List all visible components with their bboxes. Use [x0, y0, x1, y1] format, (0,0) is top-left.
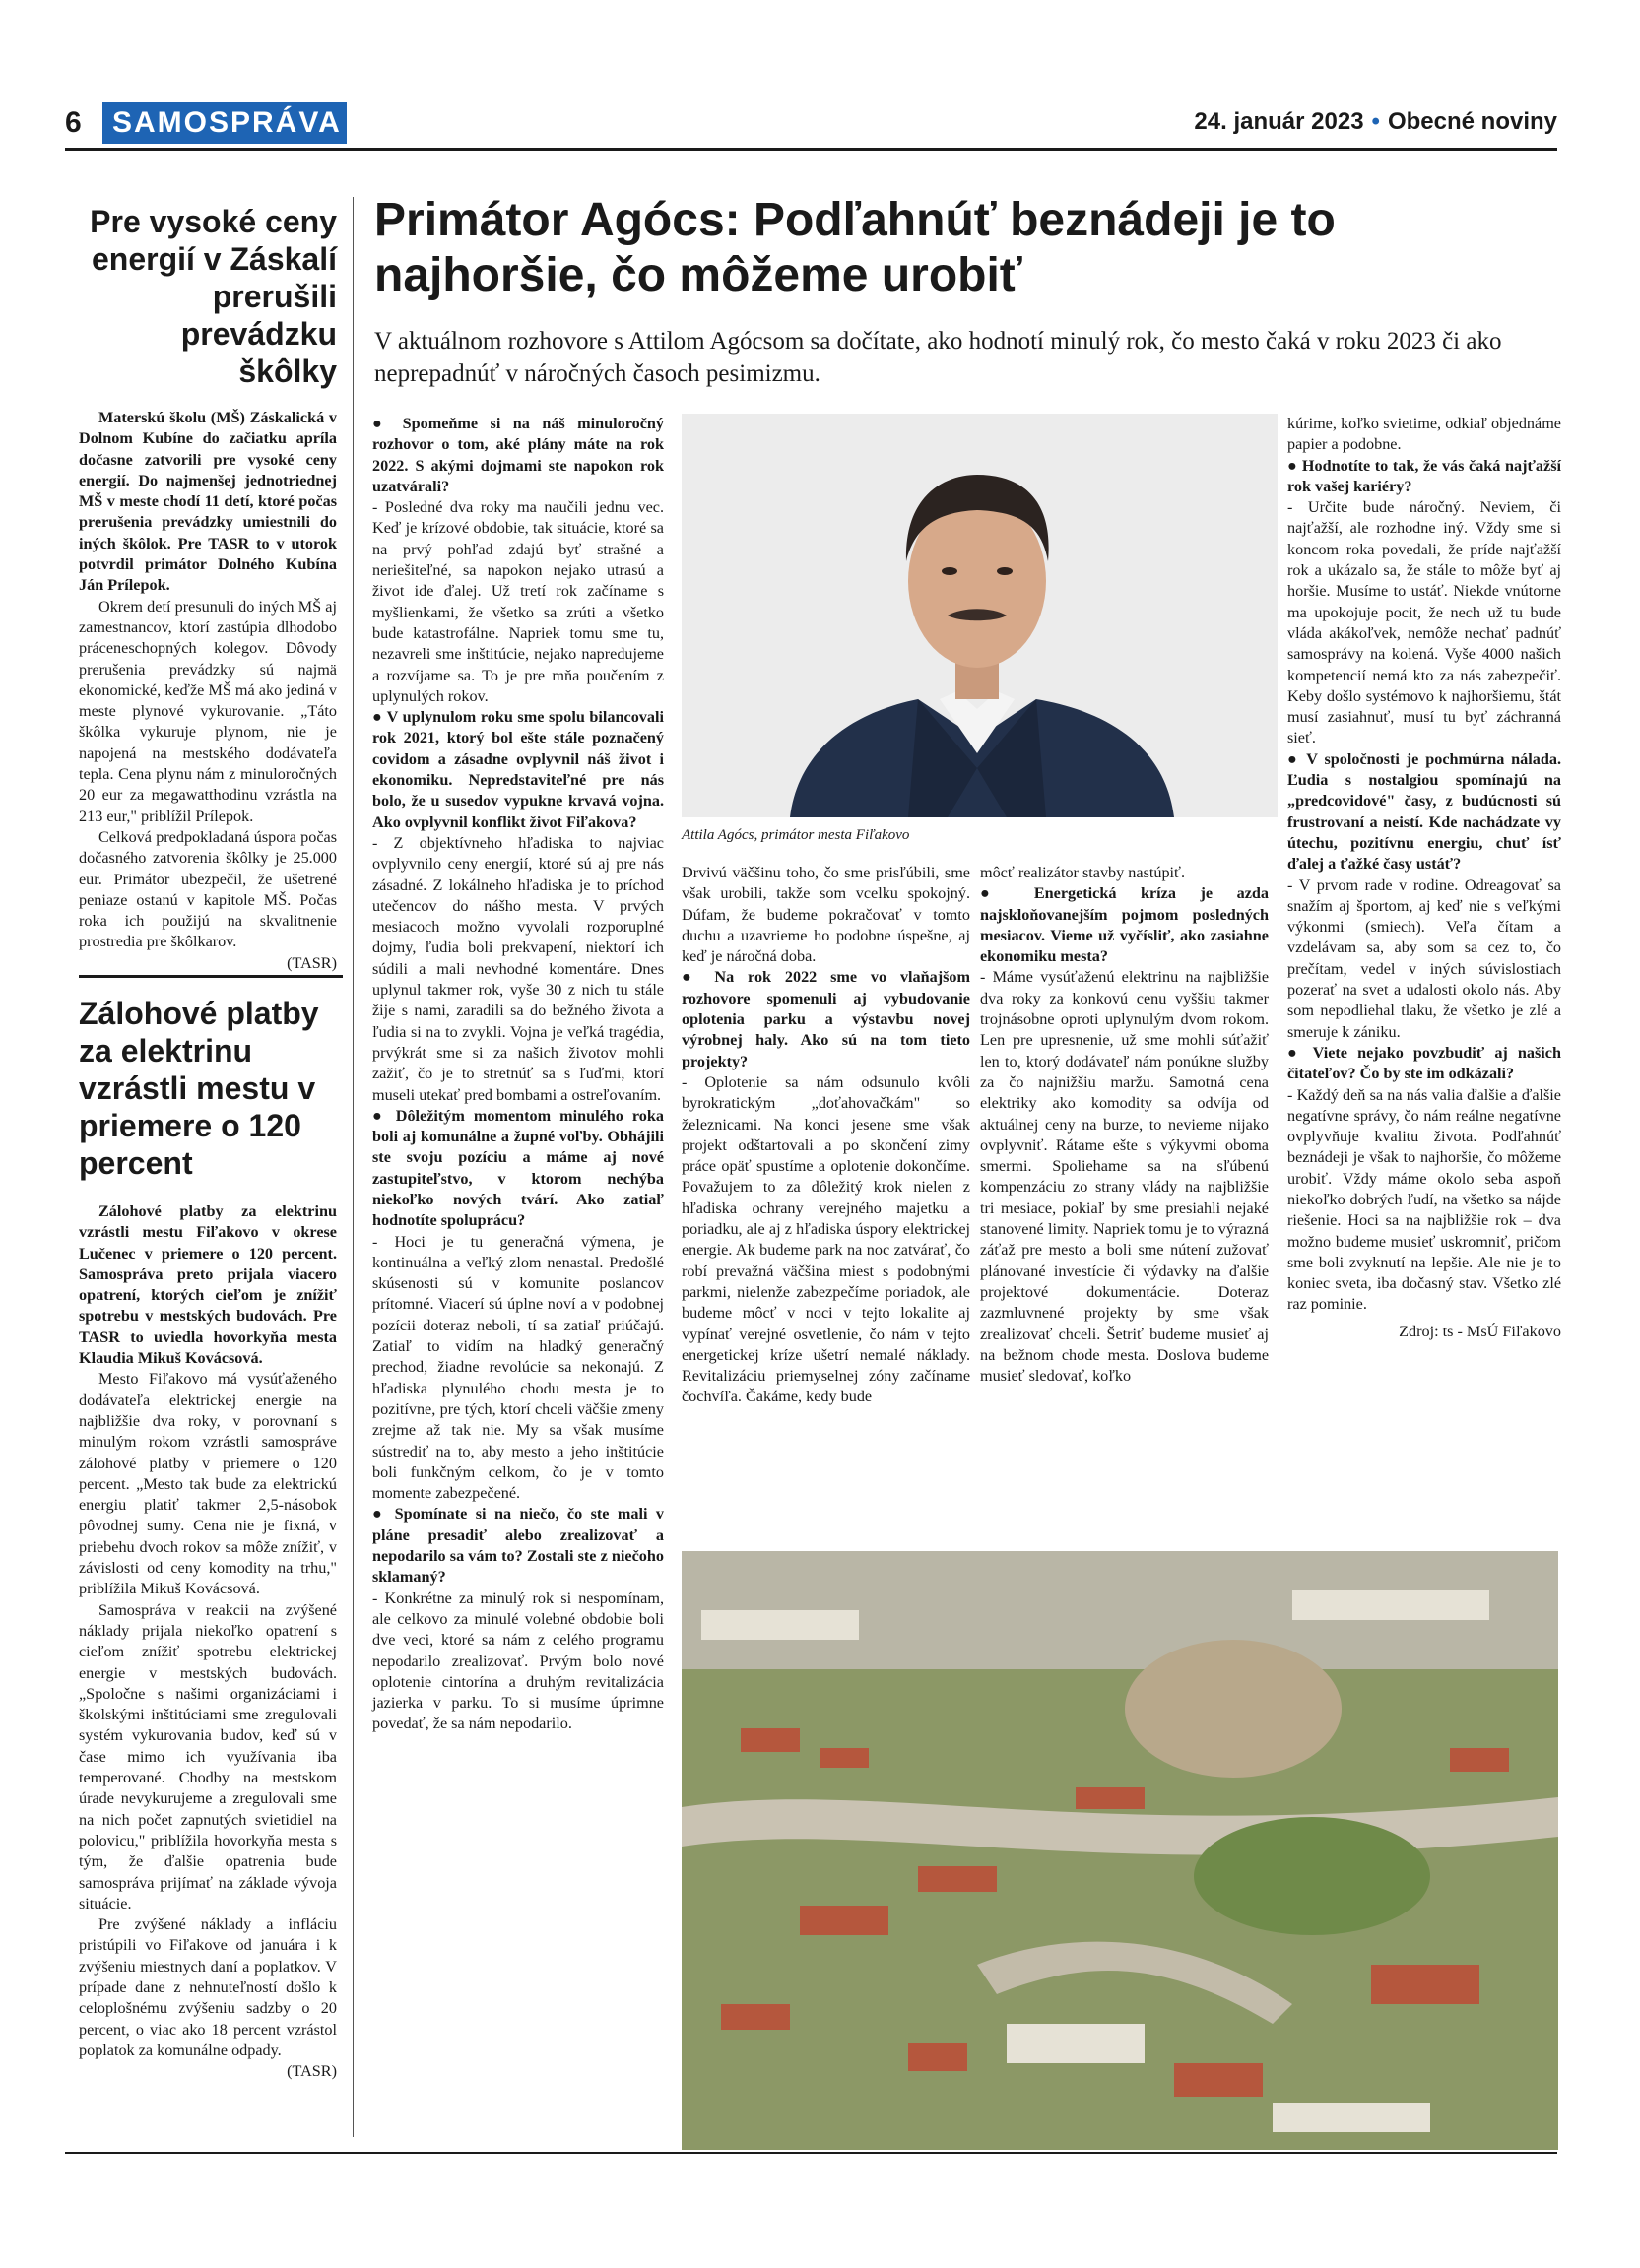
interview-question: ● Hodnotíte to tak, že vás čaká najťažší rok vašej kariéry?	[1287, 456, 1561, 498]
side-article-2-paragraph: Samospráva v reakcii na zvýšené náklady prijala niekoľko opatrení s cieľom znížiť spotrebu elektrickej energie v mestských budovách. „Spoločne s našimi organizáciami i školskými inštitúciami sme zregulovali systém vykurovania budov, keď sú v čase mimo ich využívania iba temperované. Chodby na mestskom úrade nevykurujeme a zregulovali sme na nich počet zapnutých svietidiel na polovicu," priblížila hovorkyňa mesta s tým, že ďalšie opatrenia bude samospráva prijímať na základe vývoja situácie.	[79, 1600, 337, 1912]
side-article-2-body	[79, 1201, 337, 2082]
issue-date: 24. január 2023	[1194, 108, 1364, 135]
interview-answer: - Z objektívneho hľadiska to najviac ovplyvnilo ceny energií, ktoré sú aj pre nás zásadné. Z lokálneho hľadiska je to príchod utečencov do nášho mesta. V prvých mesiacoch možno vyvolali rozporuplné dojmy, ľudia boli prekvapení, niektorí ich súdili a mali nevhodné komentáre. Dnes uplynul takmer rok, vyše 30 z nich tu stále žije s nami, zaradili sa do bežného života a ľudia si na to zvykli. Vojna je veľká tragédia, prvýkrát sme si za našich životov mohli zažiť, čo je to stretnúť sa s ľuďmi, ktorí museli utekať pred bombami a ostreľovaním.	[372, 833, 664, 1104]
interview-column-2	[682, 863, 970, 1408]
mayor-portrait-photo	[682, 414, 1278, 817]
photo-caption: Attila Agócs, primátor mesta Fiľakovo	[682, 827, 910, 843]
side-article-2-paragraph: Pre zvýšené náklady a infláciu pristúpili vo Fiľakove od januára i k zvýšeniu miestnych daní a poplatkov. V prípade dane z nehnuteľností došlo k celoplošnému zvýšeniu sadzby o 20 percent, o viac ako 18 percent vzrástol poplatok za komunálne odpady.	[79, 1915, 337, 2059]
interview-answer: kúrime, koľko svietime, odkiaľ objednáme papier a podobne.	[1287, 415, 1561, 454]
interview-source: Zdroj: ts - MsÚ Fiľakovo	[1399, 1322, 1561, 1340]
interview-answer: - V prvom rade v rodine. Odreagovať sa snažím aj športom, aj keď nie s veľkými výkonmi (smiech). Veľa čítam a vzdelávam sa, aby som sa cez to, čo prečítam, vedel v iných súvislostiach pozerať na svet a udalosti okolo nás. Aby som nepodliehal tlaku, že všetko je zlé a smeruje k zániku.	[1287, 875, 1561, 1041]
interview-question: ● V uplynulom roku sme spolu bilancovali rok 2021, ktorý bol ešte stále poznačený covidom a zásadne ovplyvnil náš život i ekonomiku. Nepredstaviteľné pre nás bolo, že u susedov vypukne krvavá vojna. Ako ovplyvnil konflikt život Fiľakova?	[372, 707, 664, 833]
interview-answer: - Hoci je tu generačná výmena, je kontinuálna a veľký zlom nenastal. Predošlé skúsenosti sú v komunite poslancov prítomné. Viacerí sú úplne noví a v podobnej pozícii doteraz neboli, tí sa zatiaľ priúčajú. Zatiaľ to vidím na hladký generačný prechod, žiadne revolúcie sa nekonajú. Z hľadiska plynulého chodu mesta je to pozitívne, pre tých, ktorí chceli väčšie zmeny zrejme až tak nie. My sa však musíme sústrediť na to, aby mesto a jeho inštitúcie boli funkčným celkom, čo je v tomto momente zabezpečené.	[372, 1232, 664, 1503]
interview-answer: - Máme vysúťaženú elektrinu na najbližšie dva roky za konkovú cenu vyššiu takmer trojnásobne oproti uplynulým dvom rokom. Len pre upresnenie, už sme mohli súťažiť len to, ktorý dodávateľ nám ponúkne služby za čo najnižšiu maržu. Samotná cena elektriky ako komodity sa odvíja od aktuálnej ceny na burze, to nevieme nijako ovplyvniť. Rátame ešte s výkyvmi oboma smermi. Spoliehame sa na sľúbenú kompenzáciu zo strany vlády na najbližšie tri mesiace, pokiaľ by sme presiahli nejaké stanovené limity. Napriek tomu je to výrazná záťaž pre mesto a boli sme nútení zužovať plánované investície či výdavky na ďalšie projektové dokumentácie. Doteraz zazmluvnené projekty by sme však zrealizovať chceli. Šetriť budeme musieť aj na bežnom chode mesta. Doslova budeme musieť sledovať, koľko	[980, 968, 1269, 1386]
side-article-2	[79, 995, 337, 2082]
column-divider	[353, 197, 354, 2137]
side-article-divider	[79, 975, 343, 978]
side-article-1-lead: Materskú školu (MŠ) Záskalická v Dolnom Kubíne do začiatku apríla dočasne zatvorili pre vysoké ceny energií. Do najmenšej jednotriednej MŠ v meste chodí 11 detí, ktoré počas prerušenia prevádzky umiestnili do iných škôlok. Pre TASR to v utorok potvrdil primátor Dolného Kubína Ján Prílepok.	[79, 409, 337, 595]
side-article-2-title: Zálohové platby za elektrinu vzrástli mestu v priemere o 120 percent	[79, 996, 319, 1181]
page-number: 6	[65, 106, 82, 139]
side-article-2-lead: Zálohové platby za elektrinu vzrástli mestu Fiľakovo v okrese Lučenec v priemere o 120 percent. Samospráva preto prijala viacero opatrení, ktorých cieľom je znížiť spotrebu v mestských budovách. Pre TASR to uviedla hovorkyňa mesta Klaudia Mikuš Kovácsová.	[79, 1202, 337, 1368]
footer-rule	[65, 2152, 1557, 2154]
aerial-illustration	[682, 1551, 1558, 2150]
interview-column-3	[980, 863, 1269, 1387]
interview-question: ● Spomeňme si na náš minuloročný rozhovor o tom, aké plány máte na rok 2022. S akými dojmami ste napokon rok uzatvárali?	[372, 414, 664, 497]
main-headline: Primátor Agócs: Podľahnúť beznádeji je to najhoršie, čo môžeme urobiť	[374, 194, 1336, 301]
side-article-1-paragraph: Celková predpokladaná úspora počas dočasného zatvorenia škôlky je 25.000 eur. Primátor ubezpečil, že ušetrené peniaze ostanú v kapitole MŠ. Počas roka ich použijú na skvalitnenie prostredia pre škôlkarov.	[79, 827, 337, 951]
interview-answer: - Oplotenie sa nám odsunulo kvôli byrokratickým „doťahovačkám" so železnicami. Na konci jesene sme však projekt odštartovali a po skončení zimy práce opäť spustíme a oplotenie dokončíme. Považujem to za dôležitý krok nielen z hľadiska ochrany verejného majetku a poriadku, ale aj z hľadiska úspory elektrickej energie. Ak budeme park na noc zatvárať, čo robí prevažná väčšina miest s podobnými parkmi, nielenže zabezpečíme poriadok, ale budeme môcť v noci v tejto lokalite aj vypínať verejné osvetlenie, čo nám v tejto energetickej kríze ušetrí nemalé náklady. Revitalizáciu priemyselnej zóny začíname čochvíľa. Čakáme, kedy bude	[682, 1072, 970, 1406]
interview-column-4	[1287, 414, 1561, 1342]
side-article-1-title: Pre vysoké ceny energií v Záskalí prerušili prevádzku škôlky	[90, 204, 337, 389]
side-article-2-source: (TASR)	[287, 2062, 337, 2081]
portrait-illustration	[682, 414, 1278, 817]
interview-column-1	[372, 414, 664, 1735]
side-article-1	[79, 203, 337, 974]
interview-answer: - Konkrétne za minulý rok si nespomínam, ale celkovo za minulé volebné obdobie boli dve veci, ktoré sa nám z celého programu nepodarilo zrealizovať. Prvým bolo nové oplotenie cintorína a druhým revitalizácia jazierka v parku. To si musíme úprimne povedať, že sa nám nepodarilo.	[372, 1588, 664, 1733]
interview-question: ● V spoločnosti je pochmúrna nálada. Ľudia s nostalgiou spomínajú na „predcovidové" časy, z budúcnosti sú frustrovaní a neistí. Kde nachádzate vy útechu, pozitívnu energiu, chuť ísť ďalej a ťažké časy ustáť?	[1287, 749, 1561, 875]
interview-answer: - Posledné dva roky ma naučili jednu vec. Keď je krízové obdobie, tak situácie, ktoré sa na prvý pohľad zdajú byť strašné a neriešiteľné, sa napokon nejako utrasú a život ide ďalej. Už tretí rok začíname s myšlienkami, že všetko sa zrúti a všetko bude katastrofálne. Napriek tomu sme tu, nezavreli sme inštitúcie, nejako napredujeme a rozvíjame sa. To je pre mňa poučením z uplynulých rokov.	[372, 498, 664, 705]
side-article-1-body	[79, 408, 337, 974]
interview-question: ● Na rok 2022 sme vo vlaňajšom rozhovore spomenuli aj vybudovanie oplotenia parku a výstavbu novej výrobnej haly. Ako sú na tom tieto projekty?	[682, 967, 970, 1071]
masthead-info	[1194, 108, 1557, 136]
header-rule	[65, 148, 1557, 151]
publication-name: Obecné noviny	[1387, 108, 1557, 135]
interview-question: ● Spomínate si na niečo, čo ste mali v pláne presadiť alebo zrealizovať a nepodarilo sa vám to? Zostali ste z niečoho sklamaný?	[372, 1504, 664, 1588]
interview-answer: môcť realizátor stavby nastúpiť.	[980, 864, 1186, 881]
section-label: SAMOSPRÁVA	[102, 102, 347, 144]
main-lead: V aktuálnom rozhovore s Attilom Agócsom sa dočítate, ako hodnotí minulý rok, čo mesto čaká v roku 2023 či ako neprepadnúť v náročných časoch pesimizmu.	[374, 328, 1502, 387]
interview-answer: - Každý deň sa na nás valia ďalšie a ďalšie negatívne správy, čo nám reálne negatívne ovplyvňuje kvalitu života. Podľahnúť beznádeji je však to najhoršie, čo môžeme urobiť. Vždy máme okolo seba aspoň niekoľko dobrých ľudí, na všetko sa nájde riešenie. Hoci sa na najbližšie rok – dva možno budeme musieť uskromniť, pričom sme boli zvyknutí na lepšie. Ale nie je to koniec sveta, iba dočasný stav. Všetko zlé raz pominie.	[1287, 1085, 1561, 1314]
side-article-1-paragraph: Okrem detí presunuli do iných MŠ aj zamestnancov, ktorí zastúpia dlhodobo práceneschopných kolegov. Dôvody prerušenia prevádzky sú najmä ekonomické, keďže MŠ má ako jediná v meste plynové vykurovanie. „Táto škôlka vykuruje plynom, nie je napojená na mestského dodávateľa tepla. Cena plynu nám z minuloročných 20 eur za megawatthodinu vzrástla na 213 eur," priblížil Prílepok.	[79, 597, 337, 825]
side-article-2-paragraph: Mesto Fiľakovo má vysúťaženého dodávateľa elektrickej energie na najbližšie dva roky, v porovnaní s minulým rokom vzrástli samospráve zálohové platby v priemere o 120 percent. „Mesto tak bude za elektrickú energiu platiť takmer 2,5-násobok pôvodnej sumy. Cena nie je fixná, v priebehu dvoch rokov sa môže znížiť, v závislosti od ceny komodity na trhu," priblížila Mikuš Kovácsová.	[79, 1370, 337, 1598]
interview-question: ● Viete nejako povzbudiť aj našich čitateľov? Čo by ste im odkázali?	[1287, 1043, 1561, 1085]
separator-dot: •	[1371, 108, 1380, 135]
interview-question: ● Energetická kríza je azda najskloňovanejším pojmom posledných mesiacov. Vieme už vyčísliť, ako zasiahne ekonomiku mesta?	[980, 883, 1269, 967]
interview-question: ● Dôležitým momentom minulého roka boli aj komunálne a župné voľby. Obhájili ste svoju pozíciu a máme aj nové zastupiteľstvo, v ktorom nechýba niekoľko nových tvárí. Ako zatiaľ hodnotíte spoluprácu?	[372, 1106, 664, 1232]
aerial-town-photo	[682, 1551, 1558, 2150]
interview-answer: Drvivú väčšinu toho, čo sme prisľúbili, sme však urobili, takže som vcelku spokojný. Dúfam, že budeme pokračovať v tomto duchu a uzavrieme ho podobne úspešne, aj keď je náročná doba.	[682, 864, 970, 966]
side-article-1-source: (TASR)	[287, 953, 337, 972]
interview-answer: - Určite bude náročný. Neviem, či najťažší, ale rozhodne iný. Vždy sme si koncom roka povedali, že príde najťažší rok a ukázalo sa, že stále to môže byť aj horšie. Musíme to ustáť. Niekde vnútorne ma upokojuje pocit, že nech už tu bude vláda akákoľvek, nemôže nechať padnúť samosprávy na kolená. Vyše 4000 našich kompetencií nemá kto za nás zabezpečiť. Keby došlo systémovo k najhoršiemu, štát musí zasiahnuť, musí tu byť záchranná sieť.	[1287, 498, 1561, 747]
